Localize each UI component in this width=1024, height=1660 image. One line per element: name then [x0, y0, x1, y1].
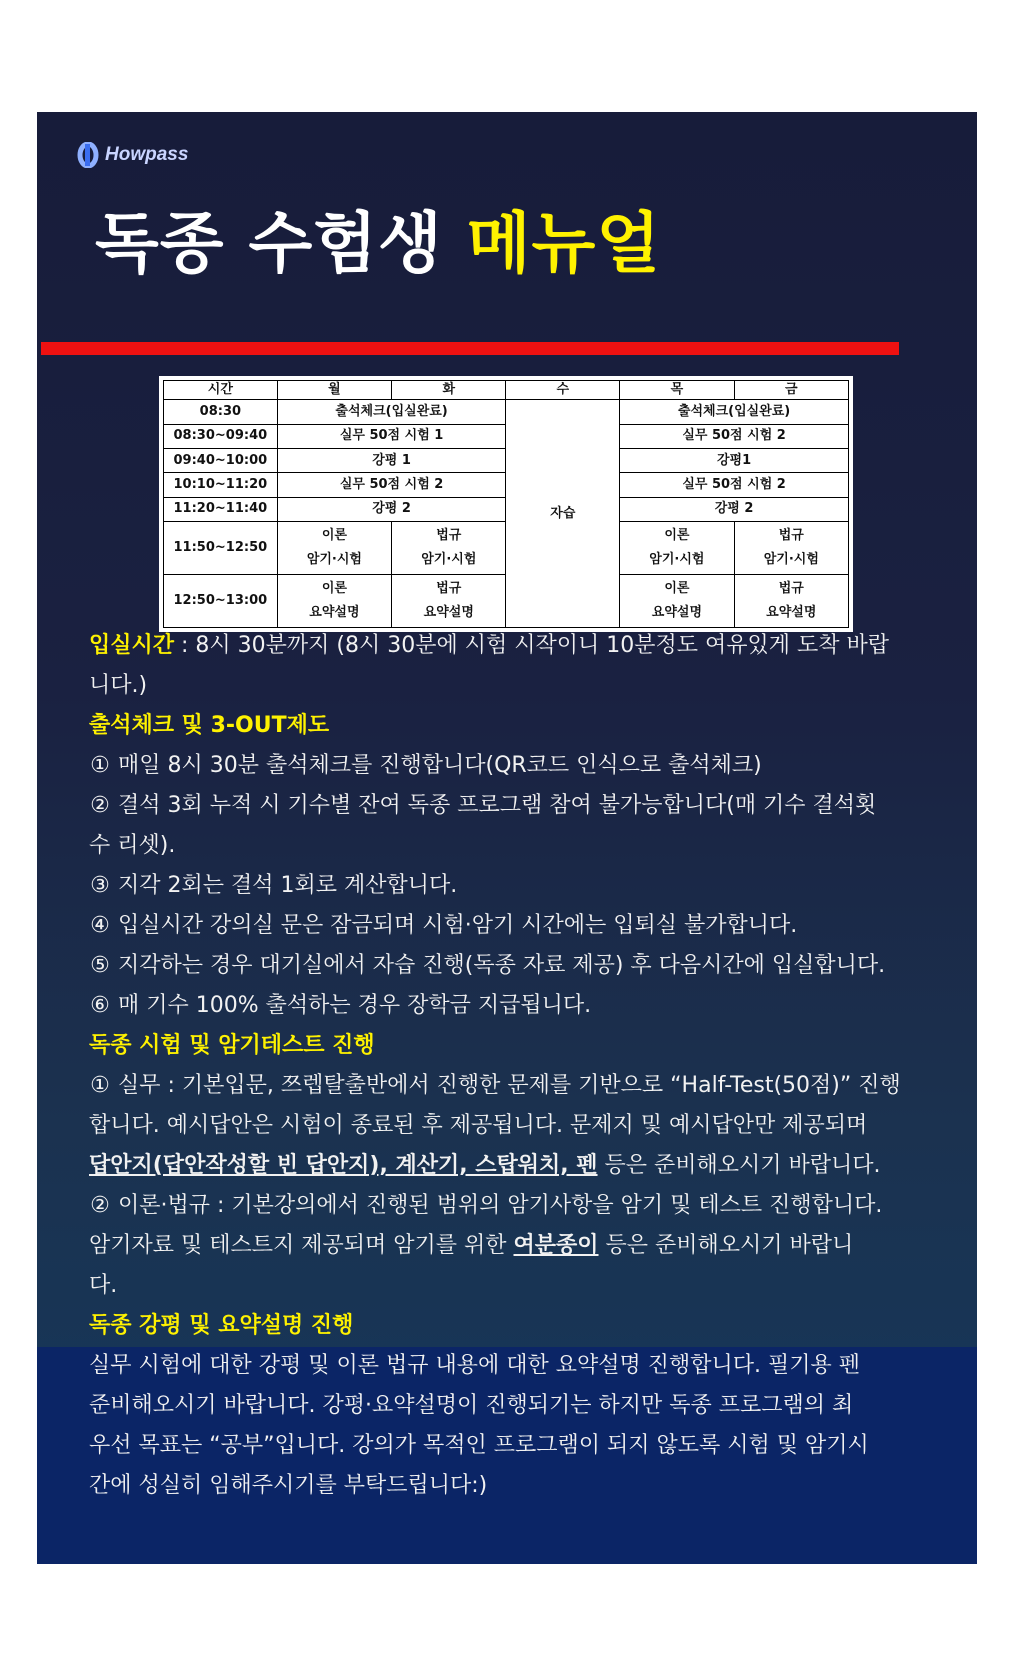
paragraph-text: 암기자료 및 테스트지 제공되며 암기를 위한	[89, 1233, 514, 1258]
review-line: 실무 시험에 대한 강평 및 이론 법규 내용에 대한 요약설명 진행합니다. 필기용 펜	[89, 1353, 860, 1378]
header-cell: 시간	[164, 381, 278, 400]
page-title	[95, 190, 661, 285]
time-cell: 11:50~12:50	[164, 522, 278, 575]
cell-line: 요약설명	[651, 605, 702, 621]
table-cell: 실무 50점 시험 2	[277, 473, 506, 497]
table-cell: 강평 2	[620, 497, 849, 521]
table-cell	[734, 522, 848, 575]
review-line: 우선 목표는 “공부”입니다. 강의가 목적인 프로그램이 되지 않도록 시험 및 암기시	[89, 1433, 869, 1458]
table-cell: 출석체크(입실완료)	[277, 400, 506, 424]
item-number: ⑥	[90, 993, 110, 1018]
item-text: 매 기수 100% 출석하는 경우 장학금 지급됩니다.	[111, 993, 592, 1018]
howpass-logo-icon	[75, 142, 101, 168]
cell-line: 요약설명	[309, 605, 360, 621]
item-text: 지각 2회는 결석 1회로 계산합니다.	[111, 873, 458, 898]
header-cell: 금	[734, 381, 848, 400]
table-cell	[734, 575, 848, 628]
entry-line	[89, 626, 939, 666]
review-line: 간에 성실히 임해주시기를 부탁드립니다:)	[89, 1473, 488, 1498]
table-cell	[277, 575, 391, 628]
cell-line: 암기·시험	[763, 552, 819, 568]
list-item	[89, 866, 939, 906]
attendance-heading: 출석체크 및 3-OUT제도	[89, 713, 330, 738]
manual-poster	[37, 112, 977, 1564]
item-number: ②	[90, 1193, 110, 1218]
table-header-row	[164, 381, 849, 400]
cell-line: 이론	[321, 581, 347, 597]
item-number: ③	[90, 873, 110, 898]
item-number: ②	[90, 793, 110, 818]
item-text: 지각하는 경우 대기실에서 자습 진행(독종 자료 제공) 후 다음시간에 입실합니다.	[111, 953, 886, 978]
header-cell: 목	[620, 381, 734, 400]
test-paragraph-1	[89, 1066, 939, 1106]
cell-line: 이론	[664, 581, 690, 597]
header-cell: 월	[277, 381, 391, 400]
table-cell: 실무 50점 시험 1	[277, 424, 506, 448]
table-cell	[392, 575, 506, 628]
required-items: 답안지(답안작성할 빈 답안지), 계산기, 스탑워치, 펜	[89, 1153, 598, 1178]
entry-text: : 8시 30분까지 (8시 30분에 시험 시작이니 10분정도 여유있게 도착 바랍	[174, 633, 889, 658]
table-cell: 강평 1	[277, 449, 506, 473]
logo-text: Howpass	[105, 144, 189, 165]
time-cell: 12:50~13:00	[164, 575, 278, 628]
test-heading: 독종 시험 및 암기테스트 진행	[89, 1033, 375, 1058]
table-cell	[392, 522, 506, 575]
manual-body	[89, 626, 939, 1506]
table-row	[164, 400, 849, 424]
howpass-logo	[75, 142, 188, 168]
list-item	[89, 746, 939, 786]
cell-line: 요약설명	[423, 605, 474, 621]
time-cell: 09:40~10:00	[164, 449, 278, 473]
table-cell	[277, 522, 391, 575]
item-number: ⑤	[90, 953, 110, 978]
schedule-table	[163, 380, 849, 628]
red-divider	[41, 342, 899, 355]
cell-line: 법규	[778, 581, 804, 597]
entry-line-2: 니다.)	[89, 673, 148, 698]
table-cell: 강평1	[620, 449, 849, 473]
time-cell: 08:30~09:40	[164, 424, 278, 448]
header-cell: 수	[506, 381, 620, 400]
test-paragraph-1-line-2: 합니다. 예시답안은 시험이 종료된 후 제공됩니다. 문제지 및 예시답안만 제공되며	[89, 1113, 868, 1138]
table-cell: 강평 2	[277, 497, 506, 521]
cell-line: 암기·시험	[421, 552, 477, 568]
entry-label: 입실시간	[89, 633, 175, 658]
item-text: 결석 3회 누적 시 기수별 잔여 독종 프로그램 참여 불가능합니다(매 기수 결석횟	[111, 793, 877, 818]
list-item-continued: 수 리셋).	[89, 833, 176, 858]
paragraph-text: 실무 : 기본입문, 쯔렙탈출반에서 진행한 문제를 기반으로 “Half-Test(50점)” 진행	[111, 1073, 901, 1098]
time-cell: 10:10~11:20	[164, 473, 278, 497]
review-heading: 독종 강평 및 요약설명 진행	[89, 1313, 354, 1338]
table-cell	[620, 575, 734, 628]
header-cell: 화	[392, 381, 506, 400]
list-item	[89, 906, 939, 946]
item-text: 매일 8시 30분 출석체크를 진행합니다(QR코드 인식으로 출석체크)	[111, 753, 762, 778]
time-cell: 08:30	[164, 400, 278, 424]
item-text: 입실시간 강의실 문은 잠금되며 시험·암기 시간에는 입퇴실 불가합니다.	[111, 913, 798, 938]
test-paragraph-2-line-2	[89, 1226, 939, 1266]
title-yellow: 메뉴얼	[466, 205, 662, 282]
self-study-cell: 자습	[506, 400, 620, 628]
cell-line: 이론	[321, 528, 347, 544]
item-number: ①	[90, 753, 110, 778]
paragraph-text: 이론·법규 : 기본강의에서 진행된 범위의 암기사항을 암기 및 테스트 진행합니다.	[111, 1193, 883, 1218]
test-paragraph-1-line-3	[89, 1146, 939, 1186]
cell-line: 법규	[436, 581, 462, 597]
cell-line: 법규	[778, 528, 804, 544]
spare-paper: 여분종이	[513, 1233, 599, 1258]
cell-line: 요약설명	[766, 605, 817, 621]
cell-line: 암기·시험	[649, 552, 705, 568]
title-white: 독종 수험생	[95, 205, 467, 282]
item-number: ①	[90, 1073, 110, 1098]
list-item	[89, 986, 939, 1026]
table-cell: 실무 50점 시험 2	[620, 473, 849, 497]
item-number: ④	[90, 913, 110, 938]
cell-line: 암기·시험	[306, 552, 362, 568]
review-line: 준비해오시기 바랍니다. 강평·요약설명이 진행되기는 하지만 독종 프로그램의 최	[89, 1393, 854, 1418]
time-cell: 11:20~11:40	[164, 497, 278, 521]
table-cell: 출석체크(입실완료)	[620, 400, 849, 424]
test-paragraph-2	[89, 1186, 939, 1226]
cell-line: 이론	[664, 528, 690, 544]
cell-line: 법규	[436, 528, 462, 544]
list-item	[89, 946, 939, 986]
list-item	[89, 786, 939, 826]
test-paragraph-2-line-3: 다.	[89, 1273, 118, 1298]
table-cell: 실무 50점 시험 2	[620, 424, 849, 448]
schedule-table-container	[159, 376, 853, 632]
paragraph-text: 등은 준비해오시기 바랍니다.	[597, 1153, 881, 1178]
table-cell	[620, 522, 734, 575]
paragraph-text: 등은 준비해오시기 바랍니	[598, 1233, 854, 1258]
